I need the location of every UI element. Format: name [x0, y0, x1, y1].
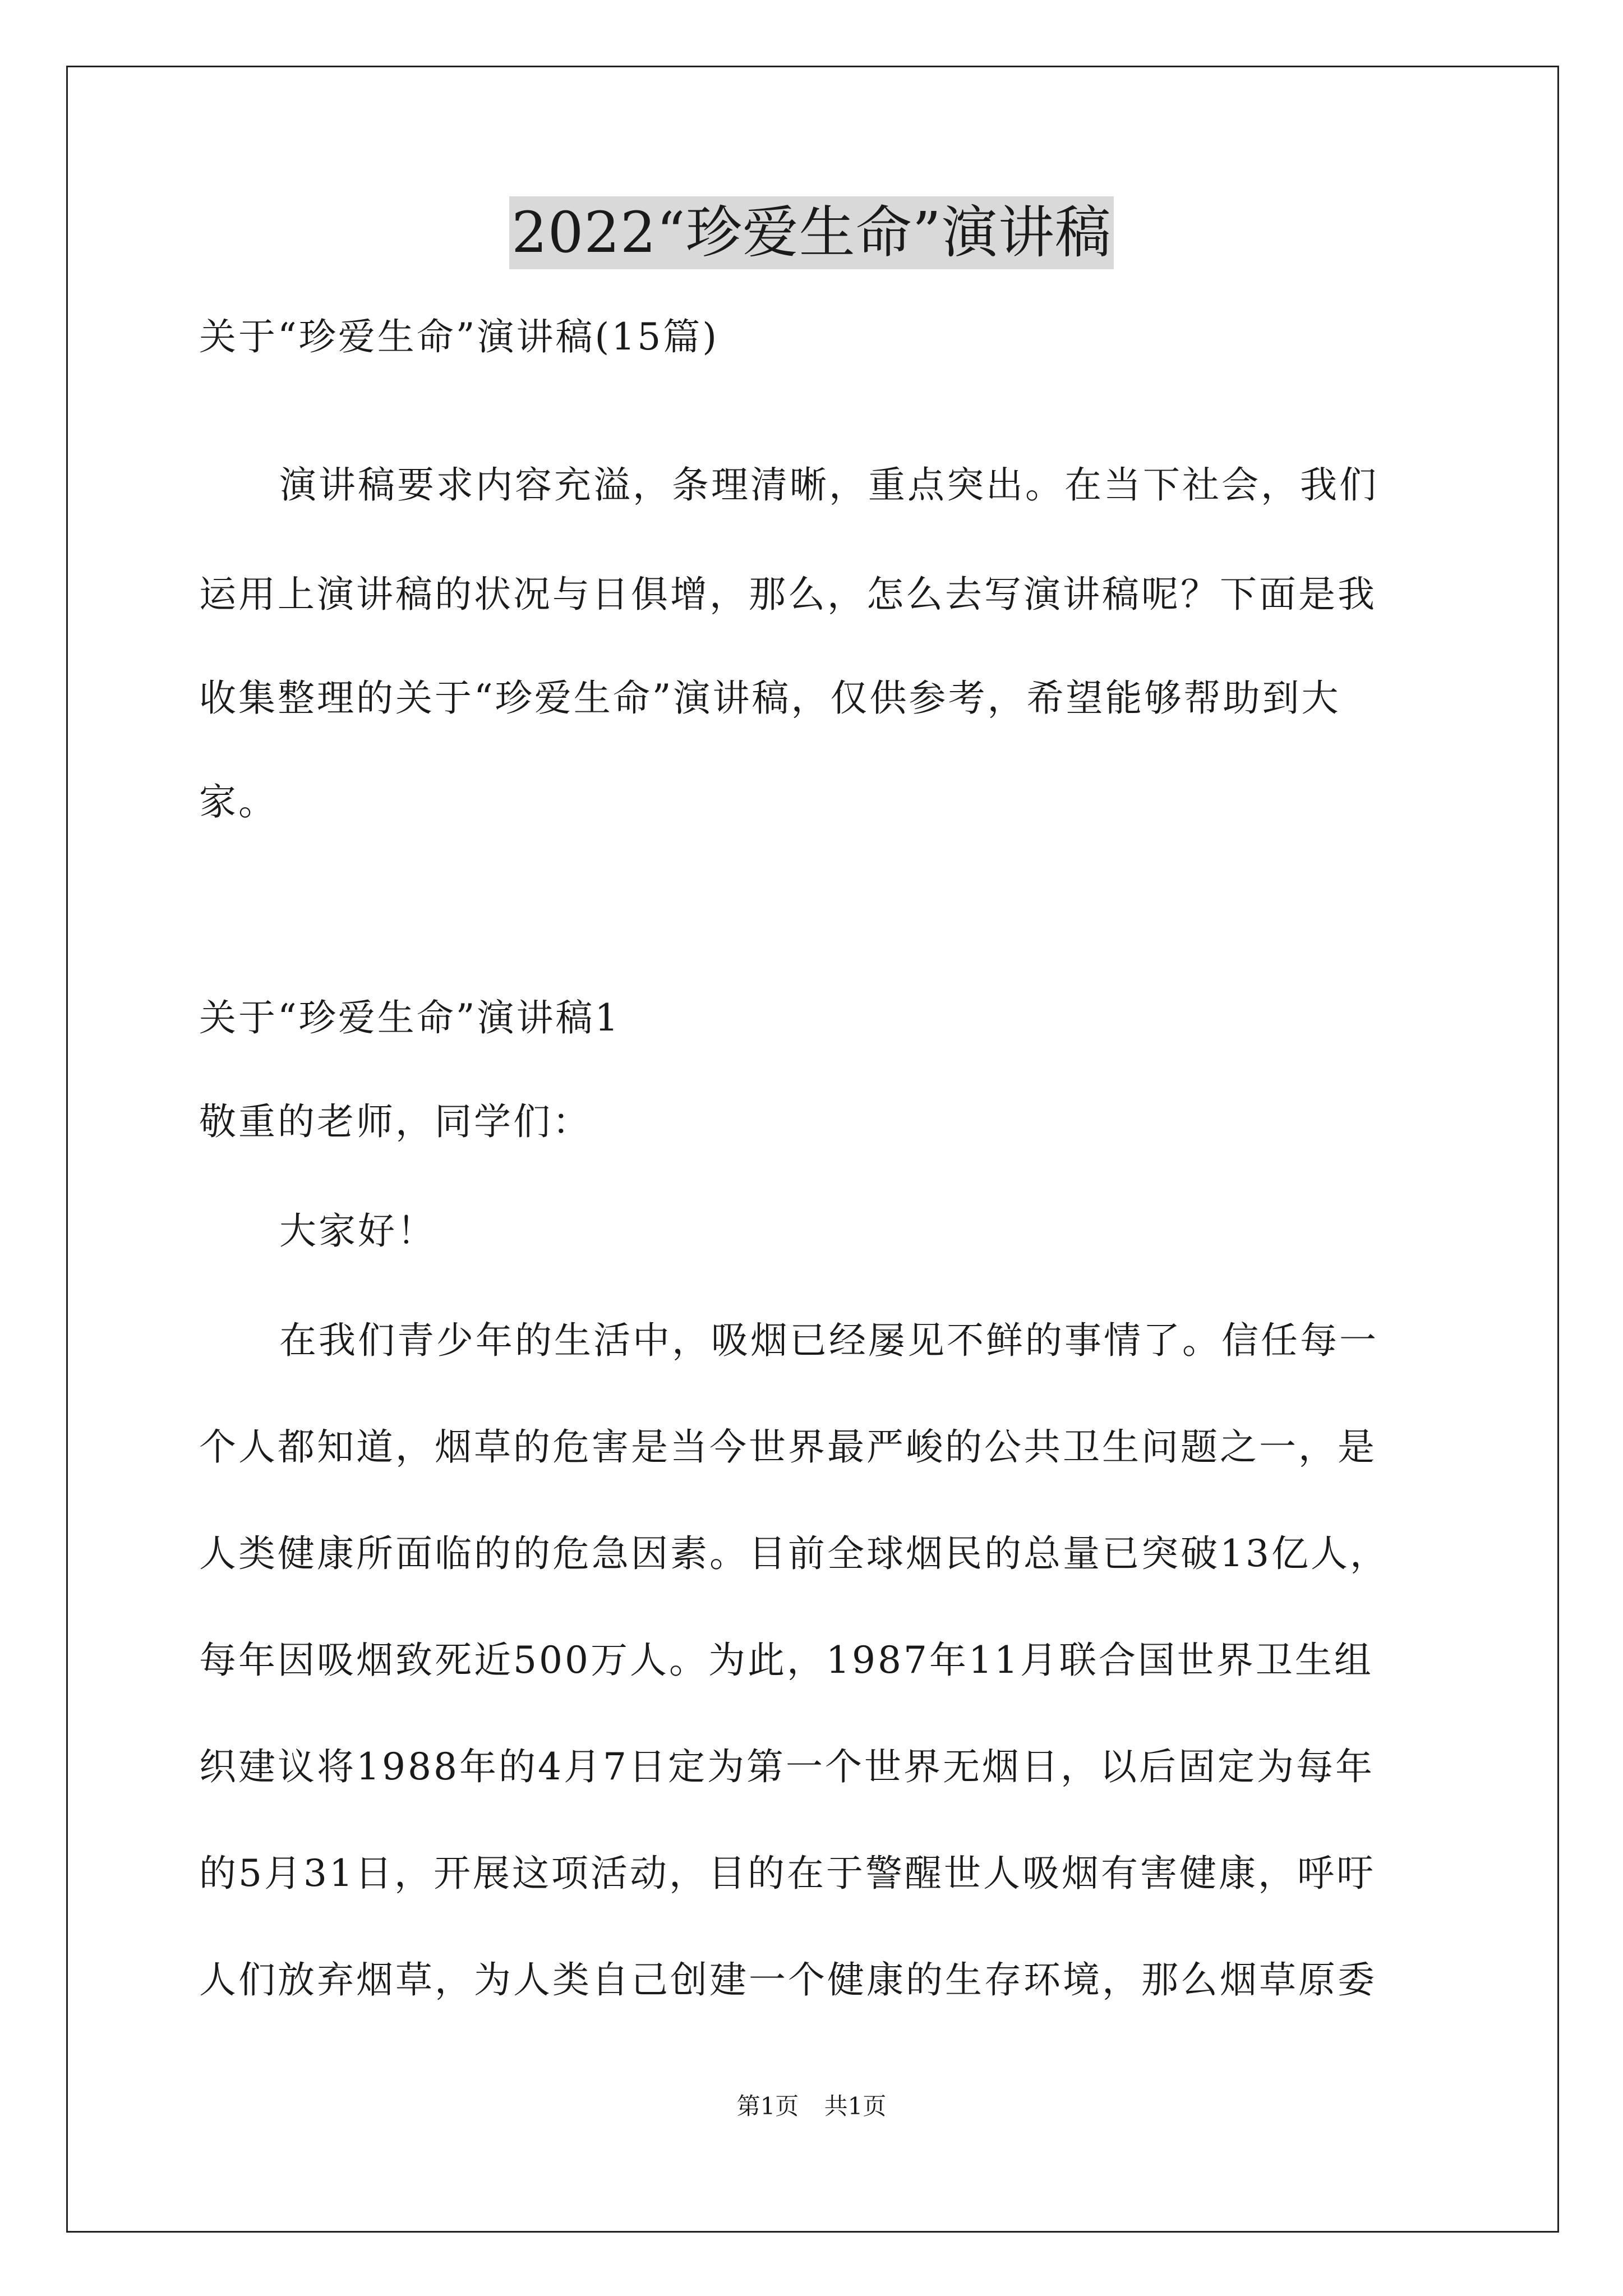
- body-line: 的5月31日，开展这项活动，目的在于警醒世人吸烟有害健康，呼吁: [199, 1852, 1376, 1895]
- page-total: 共1页: [824, 2092, 887, 2120]
- body-line: 收集整理的关于“珍爱生命”演讲稿，仅供参考，希望能够帮助到大: [199, 677, 1341, 720]
- subtitle-line: 关于“珍爱生命”演讲稿(15篇): [199, 315, 719, 358]
- body-line: 个人都知道，烟草的危害是当今世界最严峻的公共卫生问题之一，是: [199, 1425, 1377, 1469]
- salutation-line: 敬重的老师，同学们：: [199, 1100, 592, 1143]
- body-line: 家。: [199, 780, 278, 823]
- title-container: [0, 196, 1623, 269]
- page-number: 第1页: [736, 2092, 799, 2120]
- document-title: 2022“珍爱生命”演讲稿: [509, 196, 1114, 269]
- body-line: 人类健康所面临的的危急因素。目前全球烟民的总量已突破13亿人，: [199, 1532, 1389, 1575]
- body-line: 运用上演讲稿的状况与日俱增，那么，怎么去写演讲稿呢？下面是我: [199, 573, 1377, 616]
- section-heading: 关于“珍爱生命”演讲稿1: [199, 996, 621, 1039]
- body-line: 在我们青少年的生活中，吸烟已经屡见不鲜的事情了。信任每一: [279, 1319, 1378, 1362]
- body-line: 织建议将1988年的4月7日定为第一个世界无烟日，以后固定为每年: [199, 1745, 1375, 1788]
- page-footer: [0, 2090, 1623, 2123]
- greeting-line: 大家好！: [279, 1209, 436, 1253]
- body-line: 人们放弃烟草，为人类自己创建一个健康的生存环境，那么烟草原委: [199, 1958, 1377, 2001]
- body-line: 演讲稿要求内容充溢，条理清晰，重点突出。在当下社会，我们: [279, 463, 1378, 507]
- body-line: 每年因吸烟致死近500万人。为此，1987年11月联合国世界卫生组: [199, 1639, 1373, 1682]
- page-border: [66, 66, 1559, 2233]
